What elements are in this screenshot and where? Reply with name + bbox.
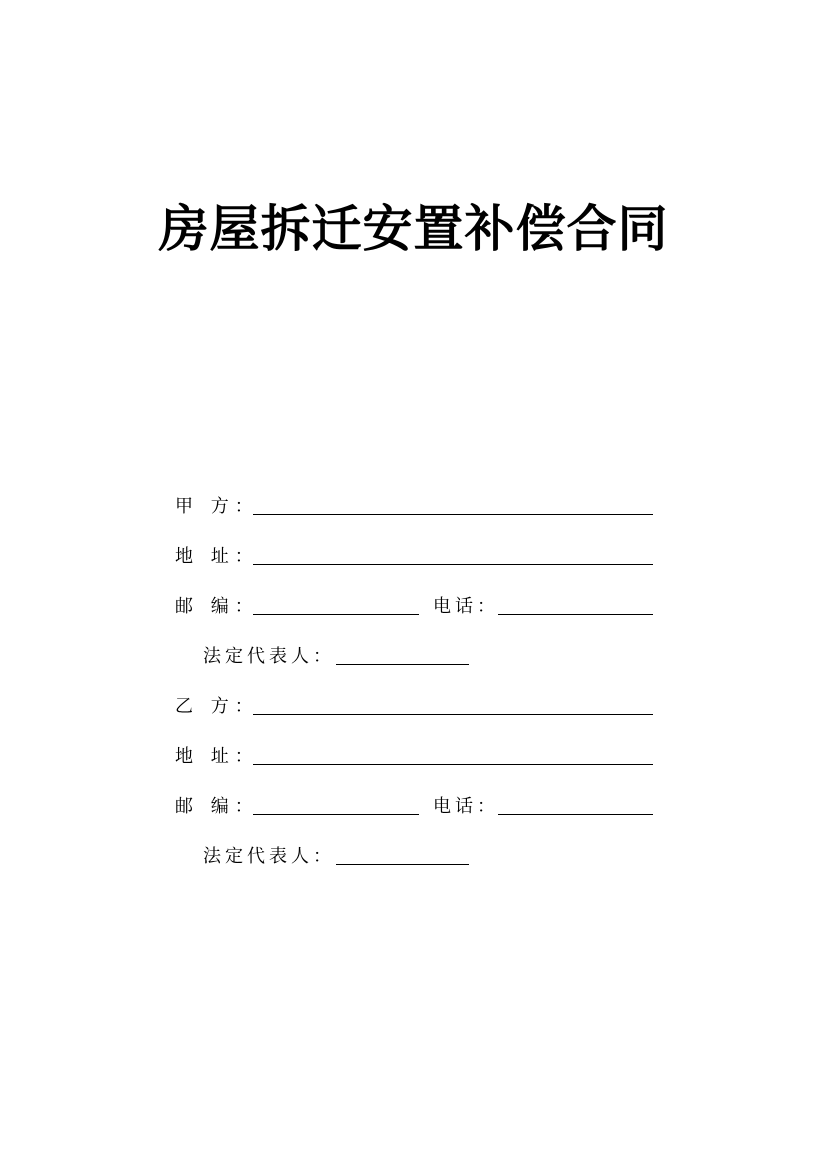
party-b-address-field[interactable] [253, 764, 653, 765]
party-b-address-label: 地 址： [175, 746, 259, 767]
party-a-contact-row [0, 594, 827, 620]
party-a-name-field[interactable] [253, 514, 653, 515]
party-b-legal-rep-field[interactable] [336, 864, 469, 865]
party-a-address-label: 地 址： [175, 546, 259, 567]
party-b-address-row [0, 744, 827, 770]
party-b-name-field[interactable] [253, 714, 653, 715]
party-a-address-field[interactable] [253, 564, 653, 565]
party-b-postcode-field[interactable] [253, 814, 419, 815]
party-a-postcode-label: 邮 编： [175, 596, 259, 617]
party-a-phone-field[interactable] [498, 614, 653, 615]
party-a-name-row [0, 494, 827, 520]
party-a-legal-rep-field[interactable] [336, 664, 469, 665]
party-b-name-label: 乙 方： [175, 696, 259, 717]
party-b-legal-rep-row [0, 844, 827, 870]
party-a-phone-label: 电话： [433, 596, 499, 617]
party-b-name-row [0, 694, 827, 720]
party-b-phone-field[interactable] [498, 814, 653, 815]
party-b-contact-row [0, 794, 827, 820]
party-b-phone-label: 电话： [433, 796, 499, 817]
party-a-legal-rep-row [0, 644, 827, 670]
party-a-name-label: 甲 方： [175, 496, 259, 517]
party-a-postcode-field[interactable] [253, 614, 419, 615]
party-a-legal-rep-label: 法定代表人： [203, 646, 335, 667]
document-title: 房屋拆迁安置补偿合同 [158, 200, 669, 258]
party-b-legal-rep-label: 法定代表人： [203, 846, 335, 867]
party-a-address-row [0, 544, 827, 570]
party-b-postcode-label: 邮 编： [175, 796, 259, 817]
